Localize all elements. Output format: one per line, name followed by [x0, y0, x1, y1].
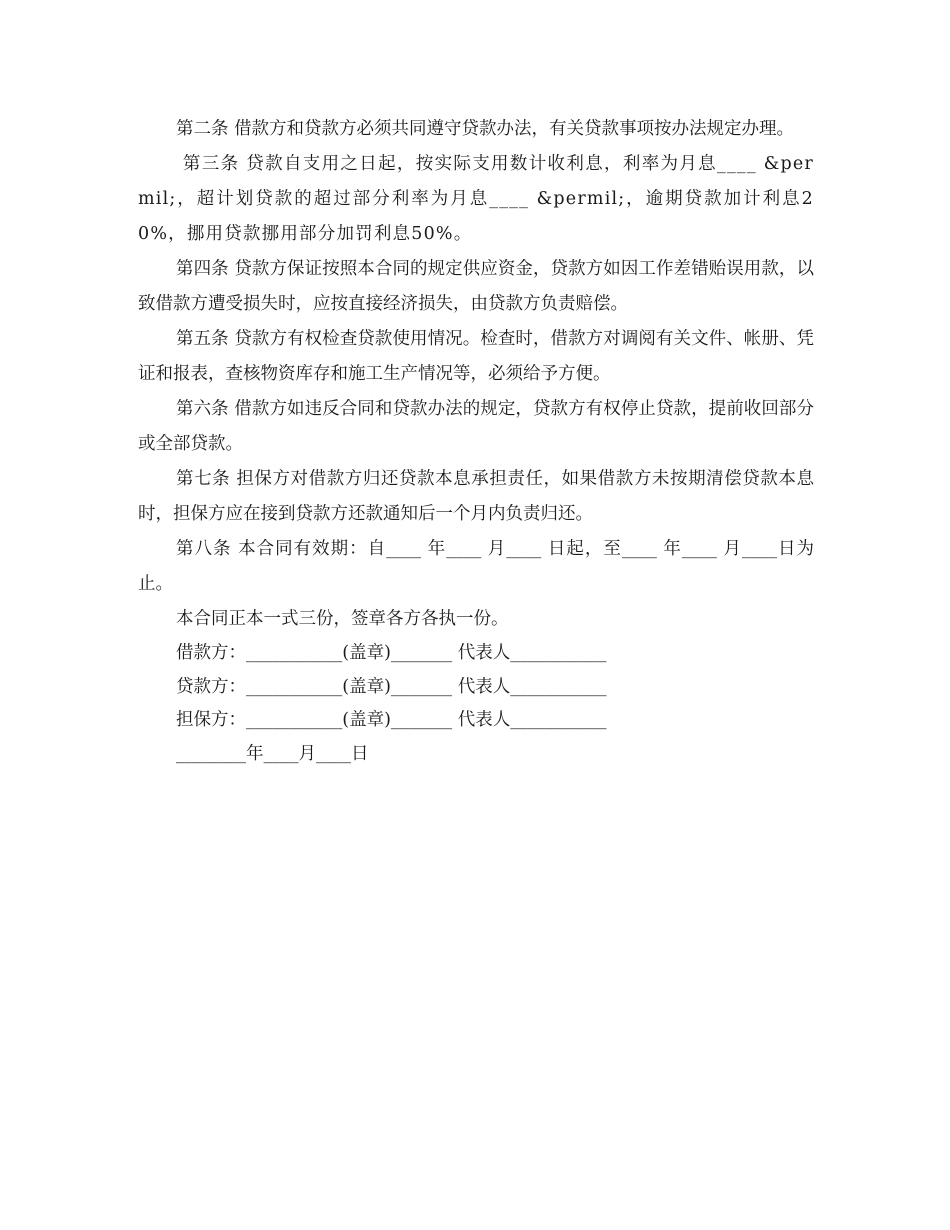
borrower-signature-line: 借款方：___________(盖章)_______ 代表人___________: [176, 643, 607, 663]
lender-signature-line: 贷款方：___________(盖章)_______ 代表人___________: [176, 676, 607, 697]
guarantor-signature-line: 担保方：___________(盖章)_______ 代表人___________: [176, 710, 607, 730]
article-5-paragraph: 第五条 贷款方有权检查贷款使用情况。检查时，借款方对调阅有关文件、帐册、凭证和报表，查核物资库存和施工生产情况等，必须给予方便。: [138, 329, 814, 384]
date-line: ________年____月____日: [176, 743, 369, 764]
contract-page: [138, 112, 814, 771]
article-2-paragraph: 第二条 借款方和贷款方必须共同遵守贷款办法，有关贷款事项按办法规定办理。: [176, 119, 795, 139]
copies-note: 本合同正本一式三份，签章各方各执一份。: [176, 609, 509, 629]
article-4-paragraph: 第四条 贷款方保证按照本合同的规定供应资金，贷款方如因工作差错贻误用款，以致借款方遭受损失时，应按直接经济损失，由贷款方负责赔偿。: [138, 259, 814, 314]
signature-block: [138, 637, 814, 771]
article-7-paragraph: 第七条 担保方对借款方归还贷款本息承担责任，如果借款方未按期清偿贷款本息时，担保方应在接到贷款方还款通知后一个月内负责归还。: [138, 469, 814, 524]
article-6-paragraph: 第六条 借款方如违反合同和贷款办法的规定，贷款方有权停止贷款，提前收回部分或全部贷款。: [138, 399, 814, 454]
article-3-paragraph: 第三条 贷款自支用之日起，按实际支用数计收利息，利率为月息____ &permil;，超计划贷款的超过部分利率为月息____ &permil;，逾期贷款加计利息20%，挪用贷款挪用部分加罚利息50%。: [138, 154, 815, 244]
article-8-paragraph: 第八条 本合同有效期：自____ 年____ 月____ 日起，至____ 年____ 月____日为止。: [138, 539, 814, 594]
